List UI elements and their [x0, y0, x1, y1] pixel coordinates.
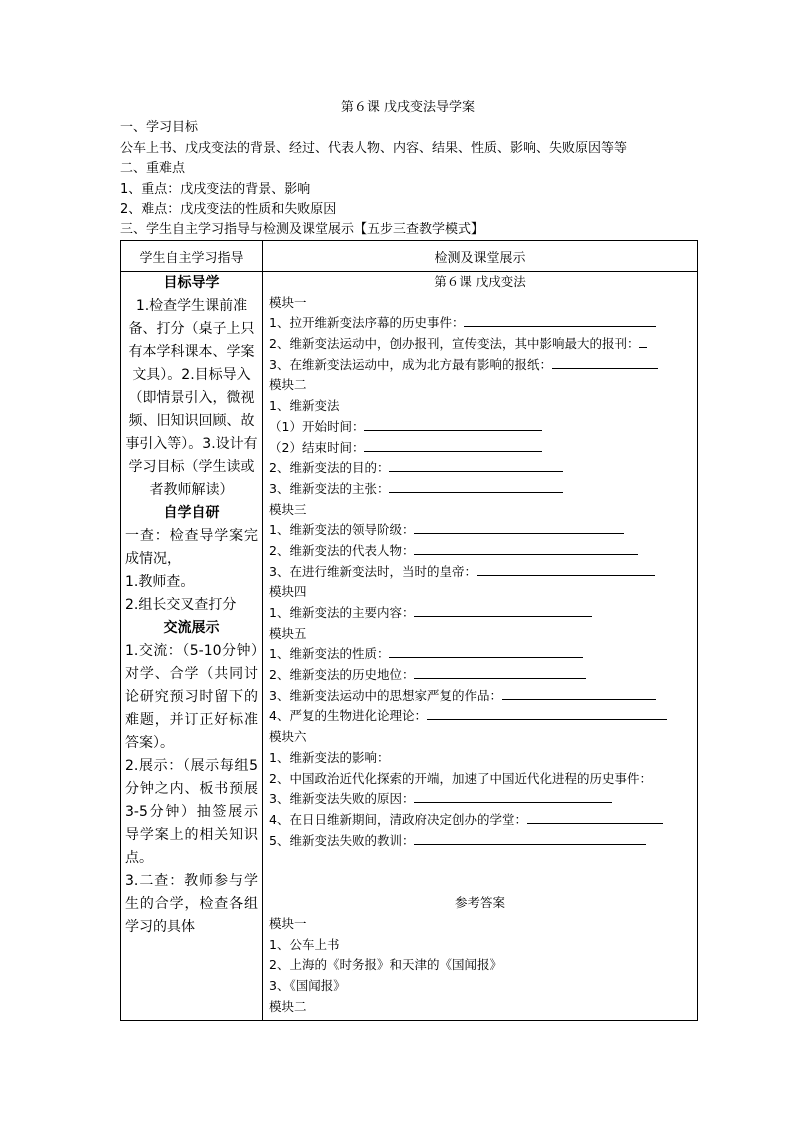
question-line: （2）结束时间：	[269, 438, 697, 459]
difficult-point-text: 2、难点：戊戌变法的性质和失败原因	[120, 202, 337, 217]
question-line: 2、维新变法的历史地位：	[269, 665, 697, 686]
left-exchange-text: 1.交流：（5-10分钟）对学、合学（共同讨论研究预习时留下的难题，并订正好标准答案）。	[125, 643, 258, 751]
question-line: 1、拉开维新变法序幕的历史事件：	[269, 313, 697, 334]
left-goals-text: 1.检查学生课前准备、打分（桌子上只有本学科课本、学案文具）。2.目标导入（即情景引入，微视频、旧知识回顾、故事引入等）。3.设计有学习目标（学生读或者教师解读）	[125, 298, 258, 498]
question-line: 3、维新变法失败的原因：	[269, 789, 697, 810]
question-line: 1、维新变法的领导阶级：	[269, 520, 697, 541]
left-column	[121, 272, 263, 1021]
answers-module-2: 模块二	[269, 998, 307, 1014]
learning-goals-text: 公车上书、戊戌变法的背景、经过、代表人物、内容、结果、性质、影响、失败原因等等	[120, 140, 628, 156]
left-heading-exchange: 交流展示	[163, 620, 220, 636]
page-title: 第６课 戊戌变法导学案	[340, 100, 476, 115]
module-4-heading: 模块四	[269, 584, 307, 600]
left-teacher-check: 1.教师查。	[125, 574, 195, 590]
module-6-heading: 模块六	[269, 729, 307, 745]
answers-title: 参考答案	[454, 895, 505, 911]
question-line: 1、维新变法的影响：	[269, 749, 390, 765]
intro-section	[120, 118, 720, 239]
question-line: 4、严复的生物进化论理论：	[269, 706, 697, 727]
left-display-text: 2.展示：（展示每组5分钟之内、板书预展3-5分钟）抽签展示导学案上的相关知识点。	[125, 758, 258, 866]
left-heading-selfstudy: 自学自研	[163, 505, 220, 521]
question-line: 4、在日日维新期间，清政府决定创办的学堂：	[269, 810, 697, 831]
left-heading-goals: 目标导学	[163, 275, 220, 291]
module-5-heading: 模块五	[269, 625, 307, 641]
guide-table	[120, 240, 698, 1021]
question-line: （1）开始时间：	[269, 417, 697, 438]
question-line: 5、维新变法失败的教训：	[269, 831, 697, 852]
question-line: 1、维新变法的主要内容：	[269, 603, 697, 624]
section-3-heading: 三、学生自主学习指导与检测及课堂展示【五步三查教学模式】	[120, 221, 485, 237]
question-line: 1、维新变法	[269, 398, 340, 414]
question-line: 2、维新变法的目的：	[269, 458, 697, 479]
section-1-heading: 一、学习目标	[120, 120, 199, 135]
answer-line: 2、上海的《时务报》和天津的《国闻报》	[269, 957, 502, 973]
header-left: 学生自主学习指导	[121, 241, 263, 272]
question-line: 3、维新变法的主张：	[269, 479, 697, 500]
answers-module-1: 模块一	[269, 915, 307, 931]
key-point-text: 1、重点：戊戌变法的背景、影响	[120, 181, 311, 197]
left-leader-check: 2.组长交叉查打分	[125, 597, 237, 613]
left-check-text: 一查：检查导学案完成情况，	[125, 528, 258, 567]
lesson-title: 第６课 戊戌变法	[434, 274, 526, 289]
module-3-heading: 模块三	[269, 501, 307, 517]
question-line: 2、中国政治近代化探索的开端，加速了中国近代化进程的历史事件：	[269, 770, 652, 786]
question-line: 2、维新变法的代表人物：	[269, 541, 697, 562]
question-line: 3、在维新变法运动中，成为北方最有影响的报纸：	[269, 355, 697, 376]
question-line: 3、维新变法运动中的思想家严复的作品：	[269, 686, 697, 707]
right-column	[263, 272, 698, 1021]
module-1-heading: 模块一	[269, 294, 307, 310]
header-right: 检测及课堂展示	[263, 241, 698, 272]
answer-line: 1、公车上书	[269, 936, 340, 952]
answer-line: 3、《国闻报》	[269, 978, 346, 993]
section-2-heading: 二、重难点	[120, 161, 186, 176]
question-line: 2、维新变法运动中，创办报刊，宣传变法，其中影响最大的报刊：	[269, 334, 697, 355]
left-second-check: 3.二查：教师参与学生的合学，检查各组学习的具体	[125, 873, 258, 935]
module-2-heading: 模块二	[269, 377, 307, 393]
question-line: 1、维新变法的性质：	[269, 644, 697, 665]
question-line: 3、在进行维新变法时，当时的皇帝：	[269, 562, 697, 583]
